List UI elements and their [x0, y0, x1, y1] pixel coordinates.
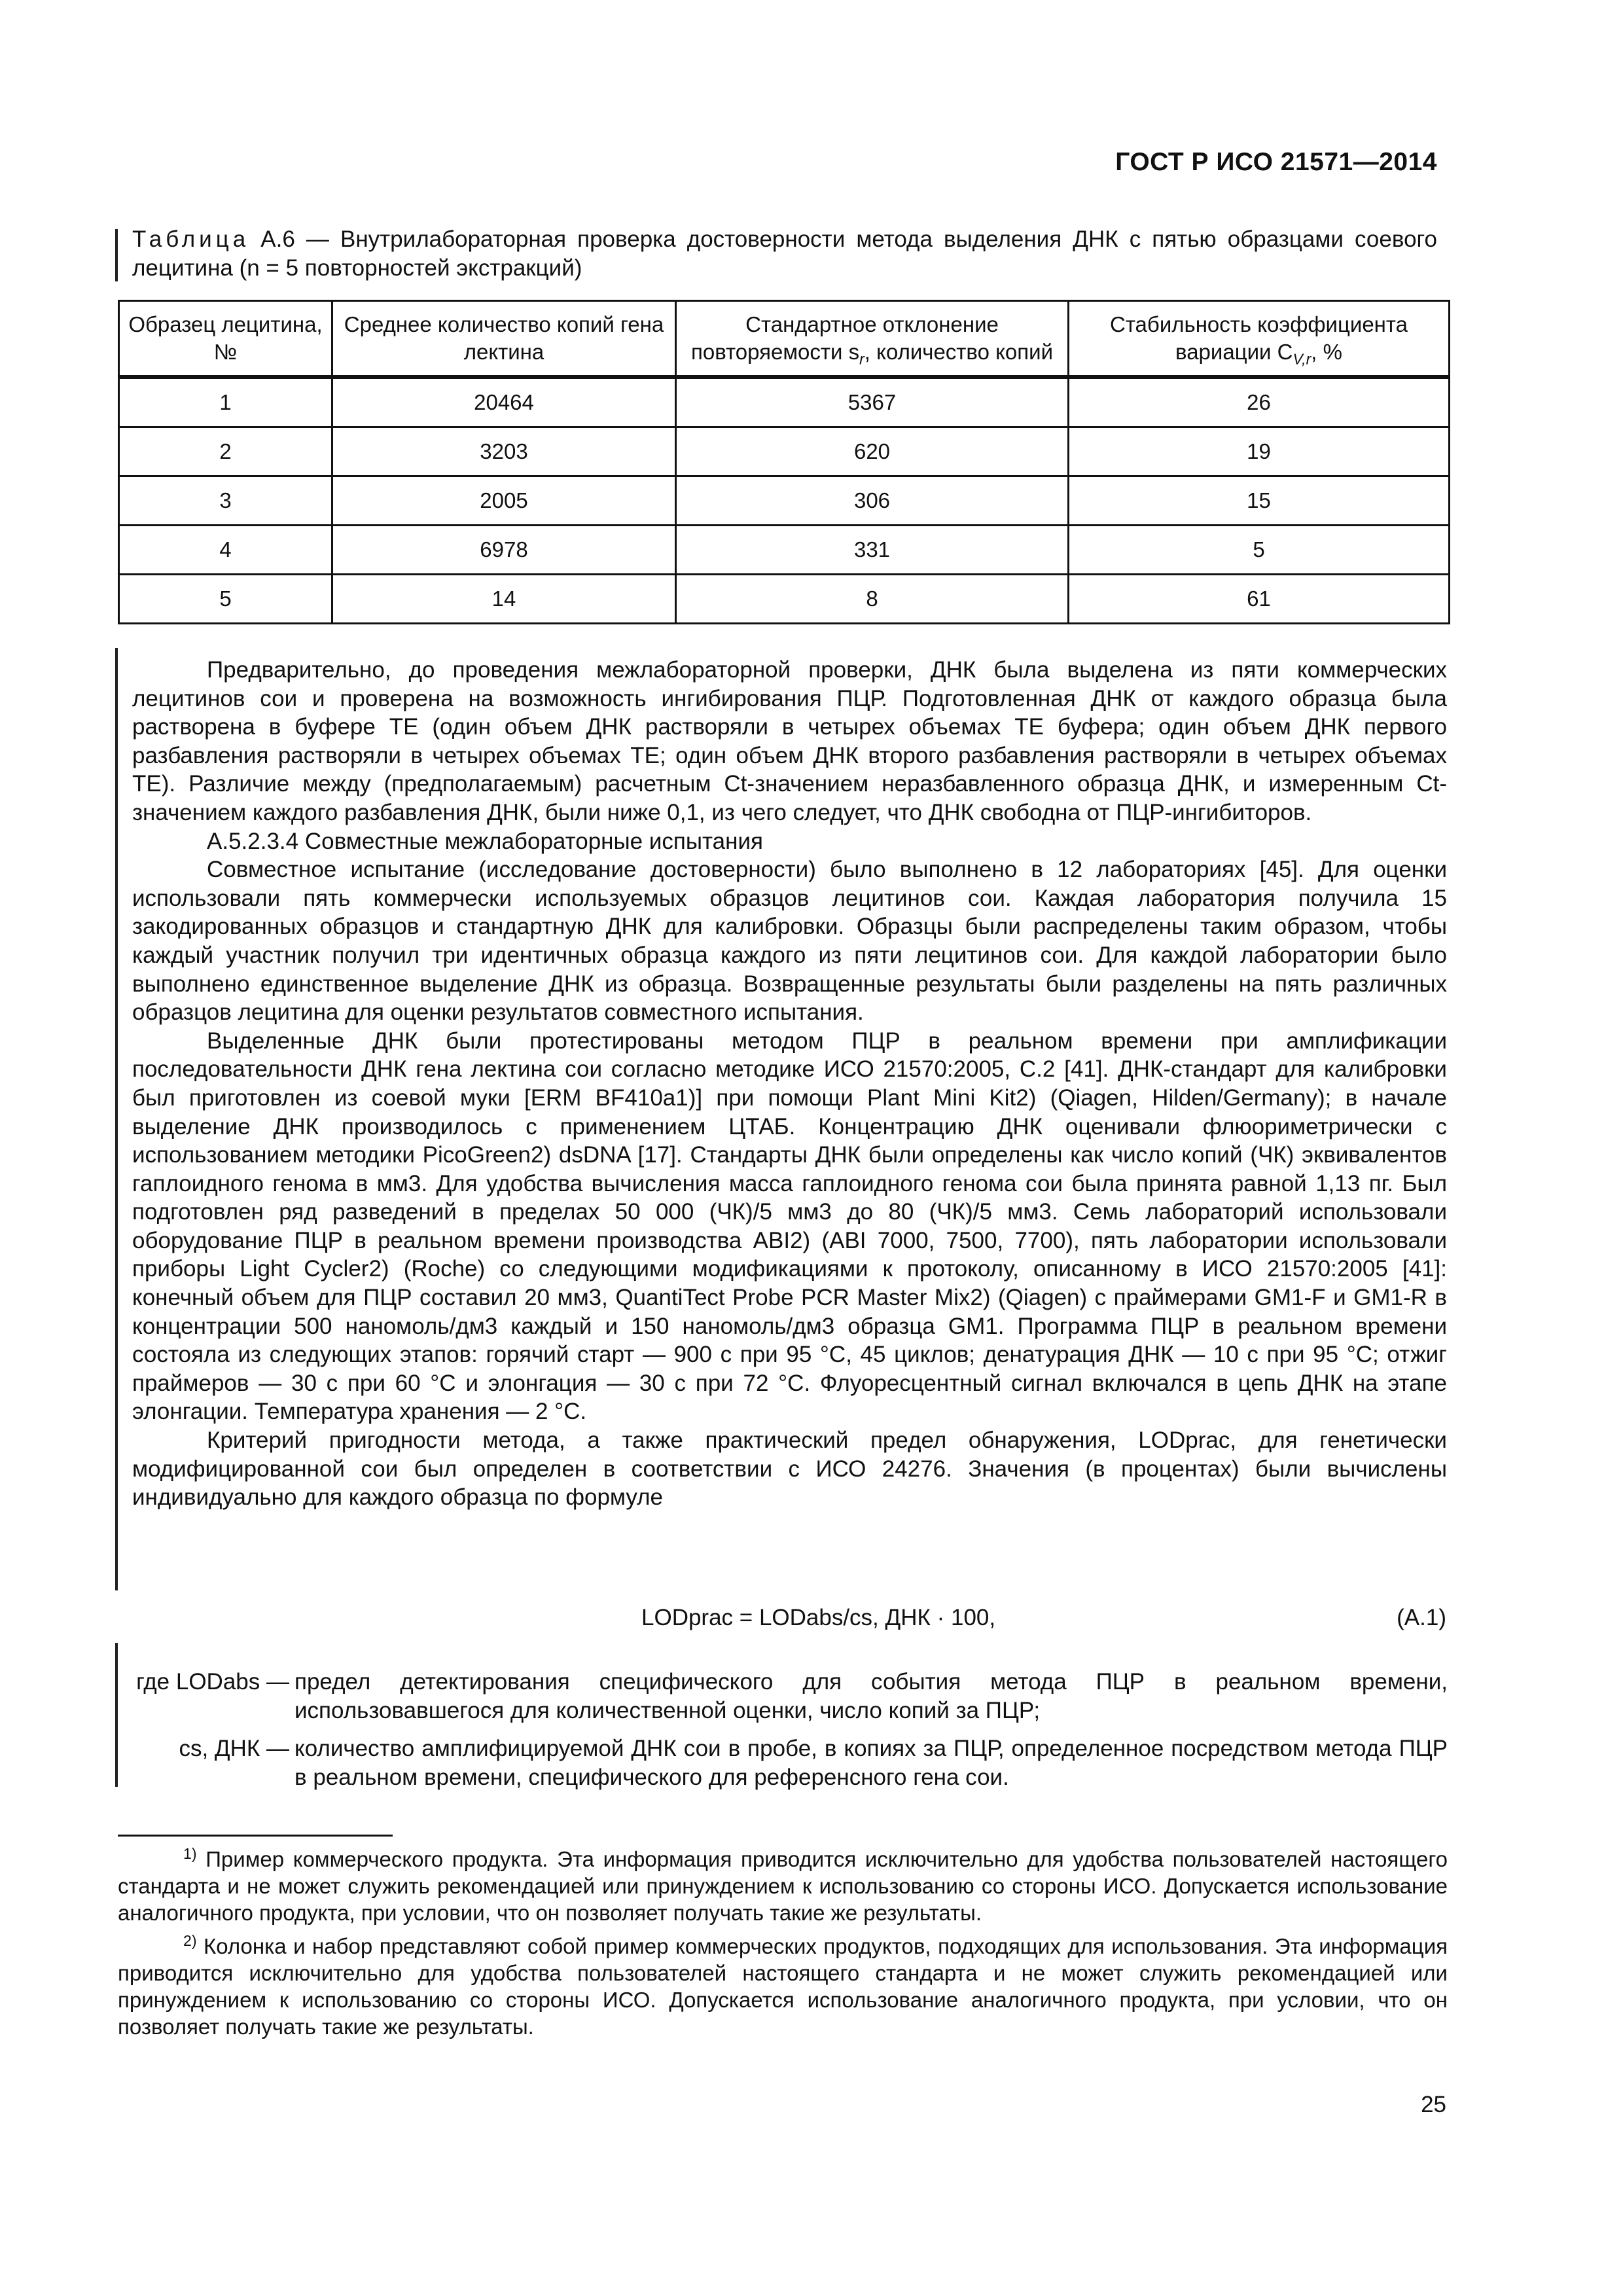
formula-number: (А.1) — [1397, 1605, 1446, 1630]
column-header-cv: Стабильность коэффициента вариации $C_{V,r}$, % — [1069, 301, 1450, 378]
revision-bar — [115, 648, 118, 1590]
section-heading: А.5.2.3.4 Совместные межлабораторные испытания — [207, 828, 763, 854]
table-caption — [132, 225, 1437, 283]
table-caption-label: Таблица — [132, 226, 250, 252]
table-cell: 6978 — [332, 526, 676, 575]
body-text — [132, 656, 1447, 1512]
definition-term: где LODabs — — [136, 1669, 289, 1695]
table-cell: 20464 — [332, 377, 676, 427]
footnote — [118, 1933, 1448, 2040]
footnotes — [118, 1846, 1448, 2047]
table-row — [119, 575, 1450, 624]
footnote-mark: 1) — [183, 1845, 197, 1862]
data-table — [118, 300, 1450, 624]
table-caption-text: А.6 — Внутрилабораторная проверка достоверности метода выделения ДНК с пятью образцами соевого лецитина (n = 5 повторностей экстракций) — [132, 226, 1437, 281]
table-cell: 331 — [676, 526, 1069, 575]
table-cell: 8 — [676, 575, 1069, 624]
footnote — [118, 1846, 1448, 1926]
paragraph-inhibition-check: Предварительно, до проведения межлабораторной проверки, ДНК была выделена из пяти коммерческих лецитинов сои и проверена на возможность ингибирования ПЦР. Подготовленная ДНК от каждого образца была растворена в буфере ТЕ (один объем ДНК растворяли в четырех объемах ТЕ буфера; один объем ДНК первого разбавления растворяли в четырех объемах ТЕ; один объем ДНК второго разбавления растворяли в четырех объемах ТЕ). Различие между (предполагаемым) расчетным Ct-значением неразбавленного образца ДНК, и измеренным Ct-значением каждого разбавления ДНК, были ниже 0,1, из чего следует, что ДНК свободна от ПЦР-ингибиторов. — [132, 657, 1447, 825]
footnote-separator — [118, 1835, 393, 1837]
table-cell: 15 — [1069, 476, 1450, 526]
formula: LODprac = LODabs/cs, ДНК · 100, — [641, 1605, 996, 1630]
page-number: 25 — [1421, 2092, 1446, 2117]
table-cell: 19 — [1069, 427, 1450, 476]
table-cell: 3 — [119, 476, 332, 526]
standard-code: ГОСТ Р ИСО 21571—2014 — [1115, 148, 1437, 176]
table-cell: 4 — [119, 526, 332, 575]
revision-bar — [115, 229, 118, 281]
definition-term: cs, ДНК — — [179, 1736, 289, 1761]
revision-bar — [115, 1643, 118, 1787]
table-cell: 3203 — [332, 427, 676, 476]
table-cell: 1 — [119, 377, 332, 427]
table-cell: 14 — [332, 575, 676, 624]
footnote-mark: 2) — [183, 1932, 197, 1949]
table-cell: 5 — [1069, 526, 1450, 575]
footnote-text: Колонка и набор представляют собой пример коммерческих продуктов, подходящих для использования. Эта информация приводится исключительно для удобства пользователей настоящего стандарта и не может служить рекомендацией или принуждением к использованию со стороны ИСО. Допускается использование аналогичного продукта, при условии, что он позволяет получать такие же результаты. — [118, 1934, 1448, 2039]
paragraph-pcr-method: Выделенные ДНК были протестированы методом ПЦР в реальном времени при амплификации последовательности ДНК гена лектина сои согласно методике ИСО 21570:2005, С.2 [41]. ДНК-стандарт для калибровки был приготовлен из соевой муки [ERM BF410a1)] при помощи Plant Mini Kit2) (Qiagen, Hilden/Germany); в начале выделение ДНК производилось с применением ЦТАБ. Концентрацию ДНК оценивали флюориметрически с использованием методики PicoGreen2) dsDNA [17]. Стандарты ДНК были определены как число копий (ЧК) эквивалентов гаплоидного генома в мм3. Для удобства вычисления масса гаплоидного генома сои была принята равной 1,13 пг. Был подготовлен ряд разведений в пределах 50 000 (ЧК)/5 мм3 до 80 (ЧК)/5 мм3. Семь лабораторий использовали оборудование ПЦР в реальном времени производства ABI2) (ABI 7000, 7500, 7700), пять лаборатории использовали приборы Light Cycler2) (Roche) со следующими модификациями к протоколу, описанному в ИСО 21570:2005 [41]: конечный объем для ПЦР составил 20 мм3, QuantiTect Probe PCR Master Mix2) (Qiagen) с праймерами GM1-F и GM1-R в концентрации 500 наномоль/дм3 каждый и 150 наномоль/дм3 образца GM1. Программа ПЦР в реальном времени состояла из следующих этапов: горячий старт — 900 с при 95 °С, 45 циклов; денатурация ДНК — 10 с при 95 °С; отжиг праймеров — 30 с при 60 °С и элонгация — 30 с при 72 °С. Флуоресцентный сигнал включался в цепь ДНК на этапе элонгации. Температура хранения — 2 °С. — [132, 1028, 1447, 1425]
table-row — [119, 427, 1450, 476]
table-cell: 26 — [1069, 377, 1450, 427]
footnote-text: Пример коммерческого продукта. Эта информация приводится исключительно для удобства пользователей настоящего стандарта и не может служить рекомендацией или принуждением к использованию со стороны ИСО. Допускается использование аналогичного продукта, при условии, что он позволяет получать такие же результаты. — [118, 1847, 1448, 1925]
table-cell: 61 — [1069, 575, 1450, 624]
table-cell: 620 — [676, 427, 1069, 476]
column-header-sample: Образец лецитина, № — [119, 301, 332, 378]
table-cell: 2005 — [332, 476, 676, 526]
definition-lod-abs — [132, 1668, 1448, 1727]
table-row — [119, 476, 1450, 526]
table-cell: 5 — [119, 575, 332, 624]
table-row — [119, 526, 1450, 575]
table-header-row — [119, 301, 1450, 378]
paragraph-collaborative-study: Совместное испытание (исследование достоверности) было выполнено в 12 лабораториях [45]. Для оценки использовали пять коммерчески используемых образцов лецитинов сои. Каждая лаборатория получила 15 закодированных образцов и стандартную ДНК для калибровки. Образцы были распределены таким образом, чтобы каждый участник получил три идентичных образца каждого из пяти лецитинов сои. Для каждой лаборатории было выполнено единственное выделение ДНК из образца. Возвращенные результаты были разделены на пять различных образцов лецитина для оценки результатов совместного испытания. — [132, 857, 1447, 1026]
table-cell: 5367 — [676, 377, 1069, 427]
paragraph-lod-criterion: Критерий пригодности метода, а также практический предел обнаружения, LODprac, для генетически модифицированной сои был определен в соответствии с ИСО 24276. Значения (в процентах) были вычислены индивидуально для каждого образца по формуле — [132, 1427, 1447, 1511]
definition-cs-dna — [132, 1734, 1448, 1793]
table-cell: 306 — [676, 476, 1069, 526]
column-header-mean-copies: Среднее количество копий гена лектина — [332, 301, 676, 378]
definition-text: предел детектирования специфического для события метода ПЦР в реальном времени, использовавшегося для количественной оценки, число копий за ПЦР; — [294, 1669, 1448, 1723]
column-header-repeatability-sd: Стандартное отклонение повторяемости $s_r$, количество копий — [676, 301, 1069, 378]
table-cell: 2 — [119, 427, 332, 476]
table-row — [119, 377, 1450, 427]
definition-text: количество амплифицируемой ДНК сои в пробе, в копиях за ПЦР, определенное посредством метода ПЦР в реальном времени, специфического для референсного гена сои. — [294, 1736, 1448, 1790]
